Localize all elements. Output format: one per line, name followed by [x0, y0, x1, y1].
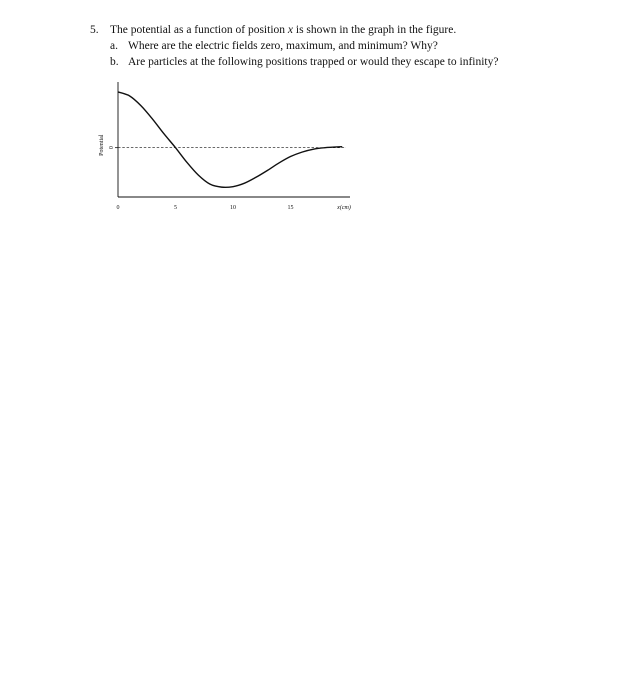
part-a-letter: a.: [110, 40, 118, 52]
question-5: [90, 22, 610, 70]
question-prompt-end: is shown in the graph in the figure.: [293, 24, 457, 36]
question-part-a: [90, 38, 610, 54]
part-b-text: Are particles at the following positions trapped or would they escape to infinity?: [128, 56, 499, 68]
x-axis-label: x(cm): [337, 205, 351, 211]
x-tick-label-1: 5: [174, 205, 177, 211]
question-number: 5.: [90, 24, 99, 36]
question-prompt-variable: x: [287, 24, 293, 36]
y-axis-label: Potential: [99, 134, 105, 156]
potential-chart: [88, 80, 368, 220]
y-tick-label-0: 0: [109, 146, 115, 150]
x-tick-label-0: 0: [116, 205, 120, 211]
x-tick-label-3: 15: [287, 205, 294, 211]
potential-graph: [88, 80, 368, 220]
potential-curve: [118, 92, 342, 187]
x-tick-label-2: 10: [230, 205, 236, 211]
part-a-text: Where are the electric fields zero, maximum, and minimum? Why?: [128, 40, 438, 52]
question-prompt-row: [90, 22, 610, 38]
question-prompt-start: The potential as a function of position: [110, 24, 288, 36]
axis-ticks: [109, 146, 351, 211]
question-part-b: [90, 54, 610, 70]
question-prompt: [110, 22, 456, 38]
part-b-letter: b.: [110, 56, 119, 68]
